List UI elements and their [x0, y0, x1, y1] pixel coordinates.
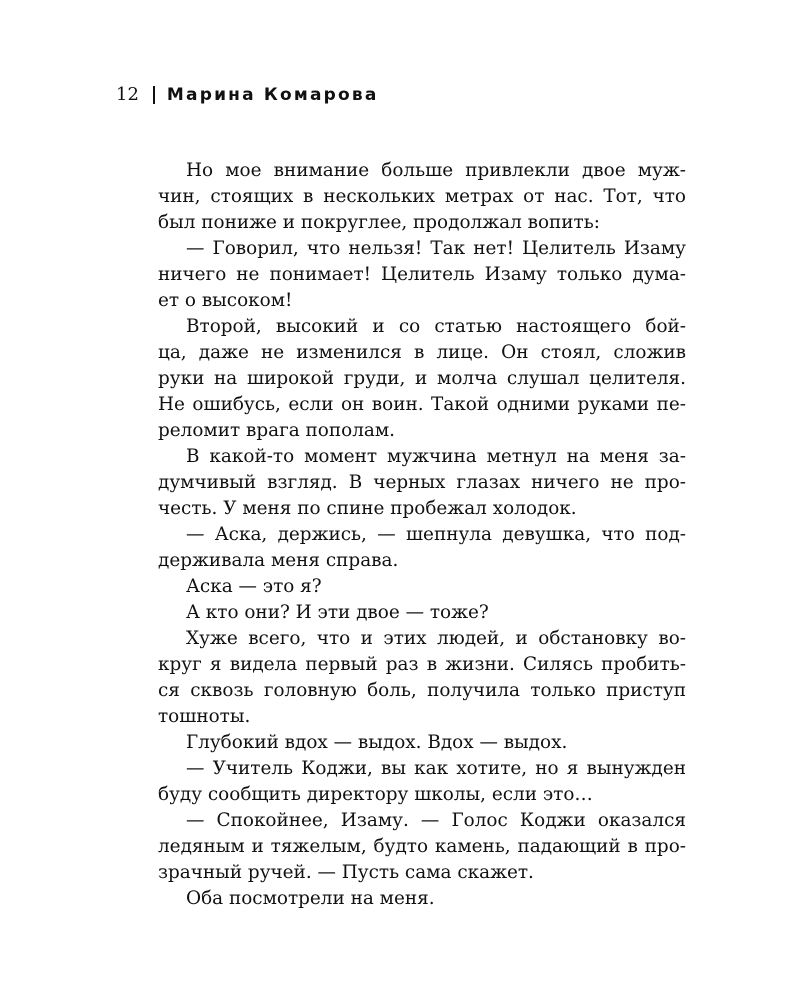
- text-line: Глубокий вдох — выдох. Вдох — выдох.: [186, 732, 568, 753]
- text-line: В какой-то момент мужчина метнул на меня за-: [186, 446, 686, 467]
- text-line: Оба посмотрели на меня.: [186, 888, 435, 909]
- text-line: — Учитель Коджи, вы как хотите, но я вынужден: [186, 758, 686, 779]
- text-line: зрачный ручей. — Пусть сама скажет.: [158, 862, 534, 883]
- header-separator: [153, 86, 155, 104]
- text-line: ца, даже не изменился в лице. Он стоял, сложив: [158, 342, 686, 363]
- text-line: Аска — это я?: [186, 576, 322, 597]
- text-line: — Аска, держись, — шепнула девушка, что под-: [186, 524, 686, 545]
- text-line: буду сообщить директору школы, если это…: [158, 784, 593, 805]
- author-name: Марина Комарова: [166, 85, 379, 105]
- text-line: А кто они? И эти двое — тоже?: [186, 602, 489, 623]
- text-line: ся сквозь головную боль, получила только приступ: [158, 680, 686, 701]
- text-line: тошноты.: [158, 706, 251, 727]
- text-line: ледяным и тяжелым, будто камень, падающий в про-: [158, 836, 686, 857]
- text-line: чин, стоящих в нескольких метрах от нас. Тот, что: [158, 186, 686, 207]
- text-line: Хуже всего, что и этих людей, и обстановку во-: [186, 628, 686, 649]
- text-line: честь. У меня по спине пробежал холодок.: [158, 498, 577, 519]
- body-text: [158, 158, 686, 912]
- text-line: держивала меня справа.: [158, 550, 399, 571]
- text-line: думчивый взгляд. В черных глазах ничего не про-: [158, 472, 686, 493]
- text-line: был пониже и покруглее, продолжал вопить:: [158, 212, 600, 233]
- text-line: ничего не понимает! Целитель Изаму только дума-: [158, 264, 686, 285]
- text-line: круг я видела первый раз в жизни. Силясь пробить-: [158, 654, 686, 675]
- text-line: руки на широкой груди, и молча слушал целителя.: [158, 368, 686, 389]
- text-line: реломит врага пополам.: [158, 420, 395, 441]
- text-line: Не ошибусь, если он воин. Такой одними руками пе-: [158, 394, 686, 415]
- page-number: 12: [116, 84, 139, 105]
- text-line: — Говорил, что нельзя! Так нет! Целитель Изаму: [186, 238, 686, 259]
- text-line: Но мое внимание больше привлекли двое муж-: [186, 160, 686, 181]
- text-line: Второй, высокий и со статью настоящего бой-: [186, 316, 686, 337]
- text-line: — Спокойнее, Изаму. — Голос Коджи оказался: [186, 810, 686, 831]
- text-line: ет о высоком!: [158, 290, 293, 311]
- running-header: [116, 84, 379, 106]
